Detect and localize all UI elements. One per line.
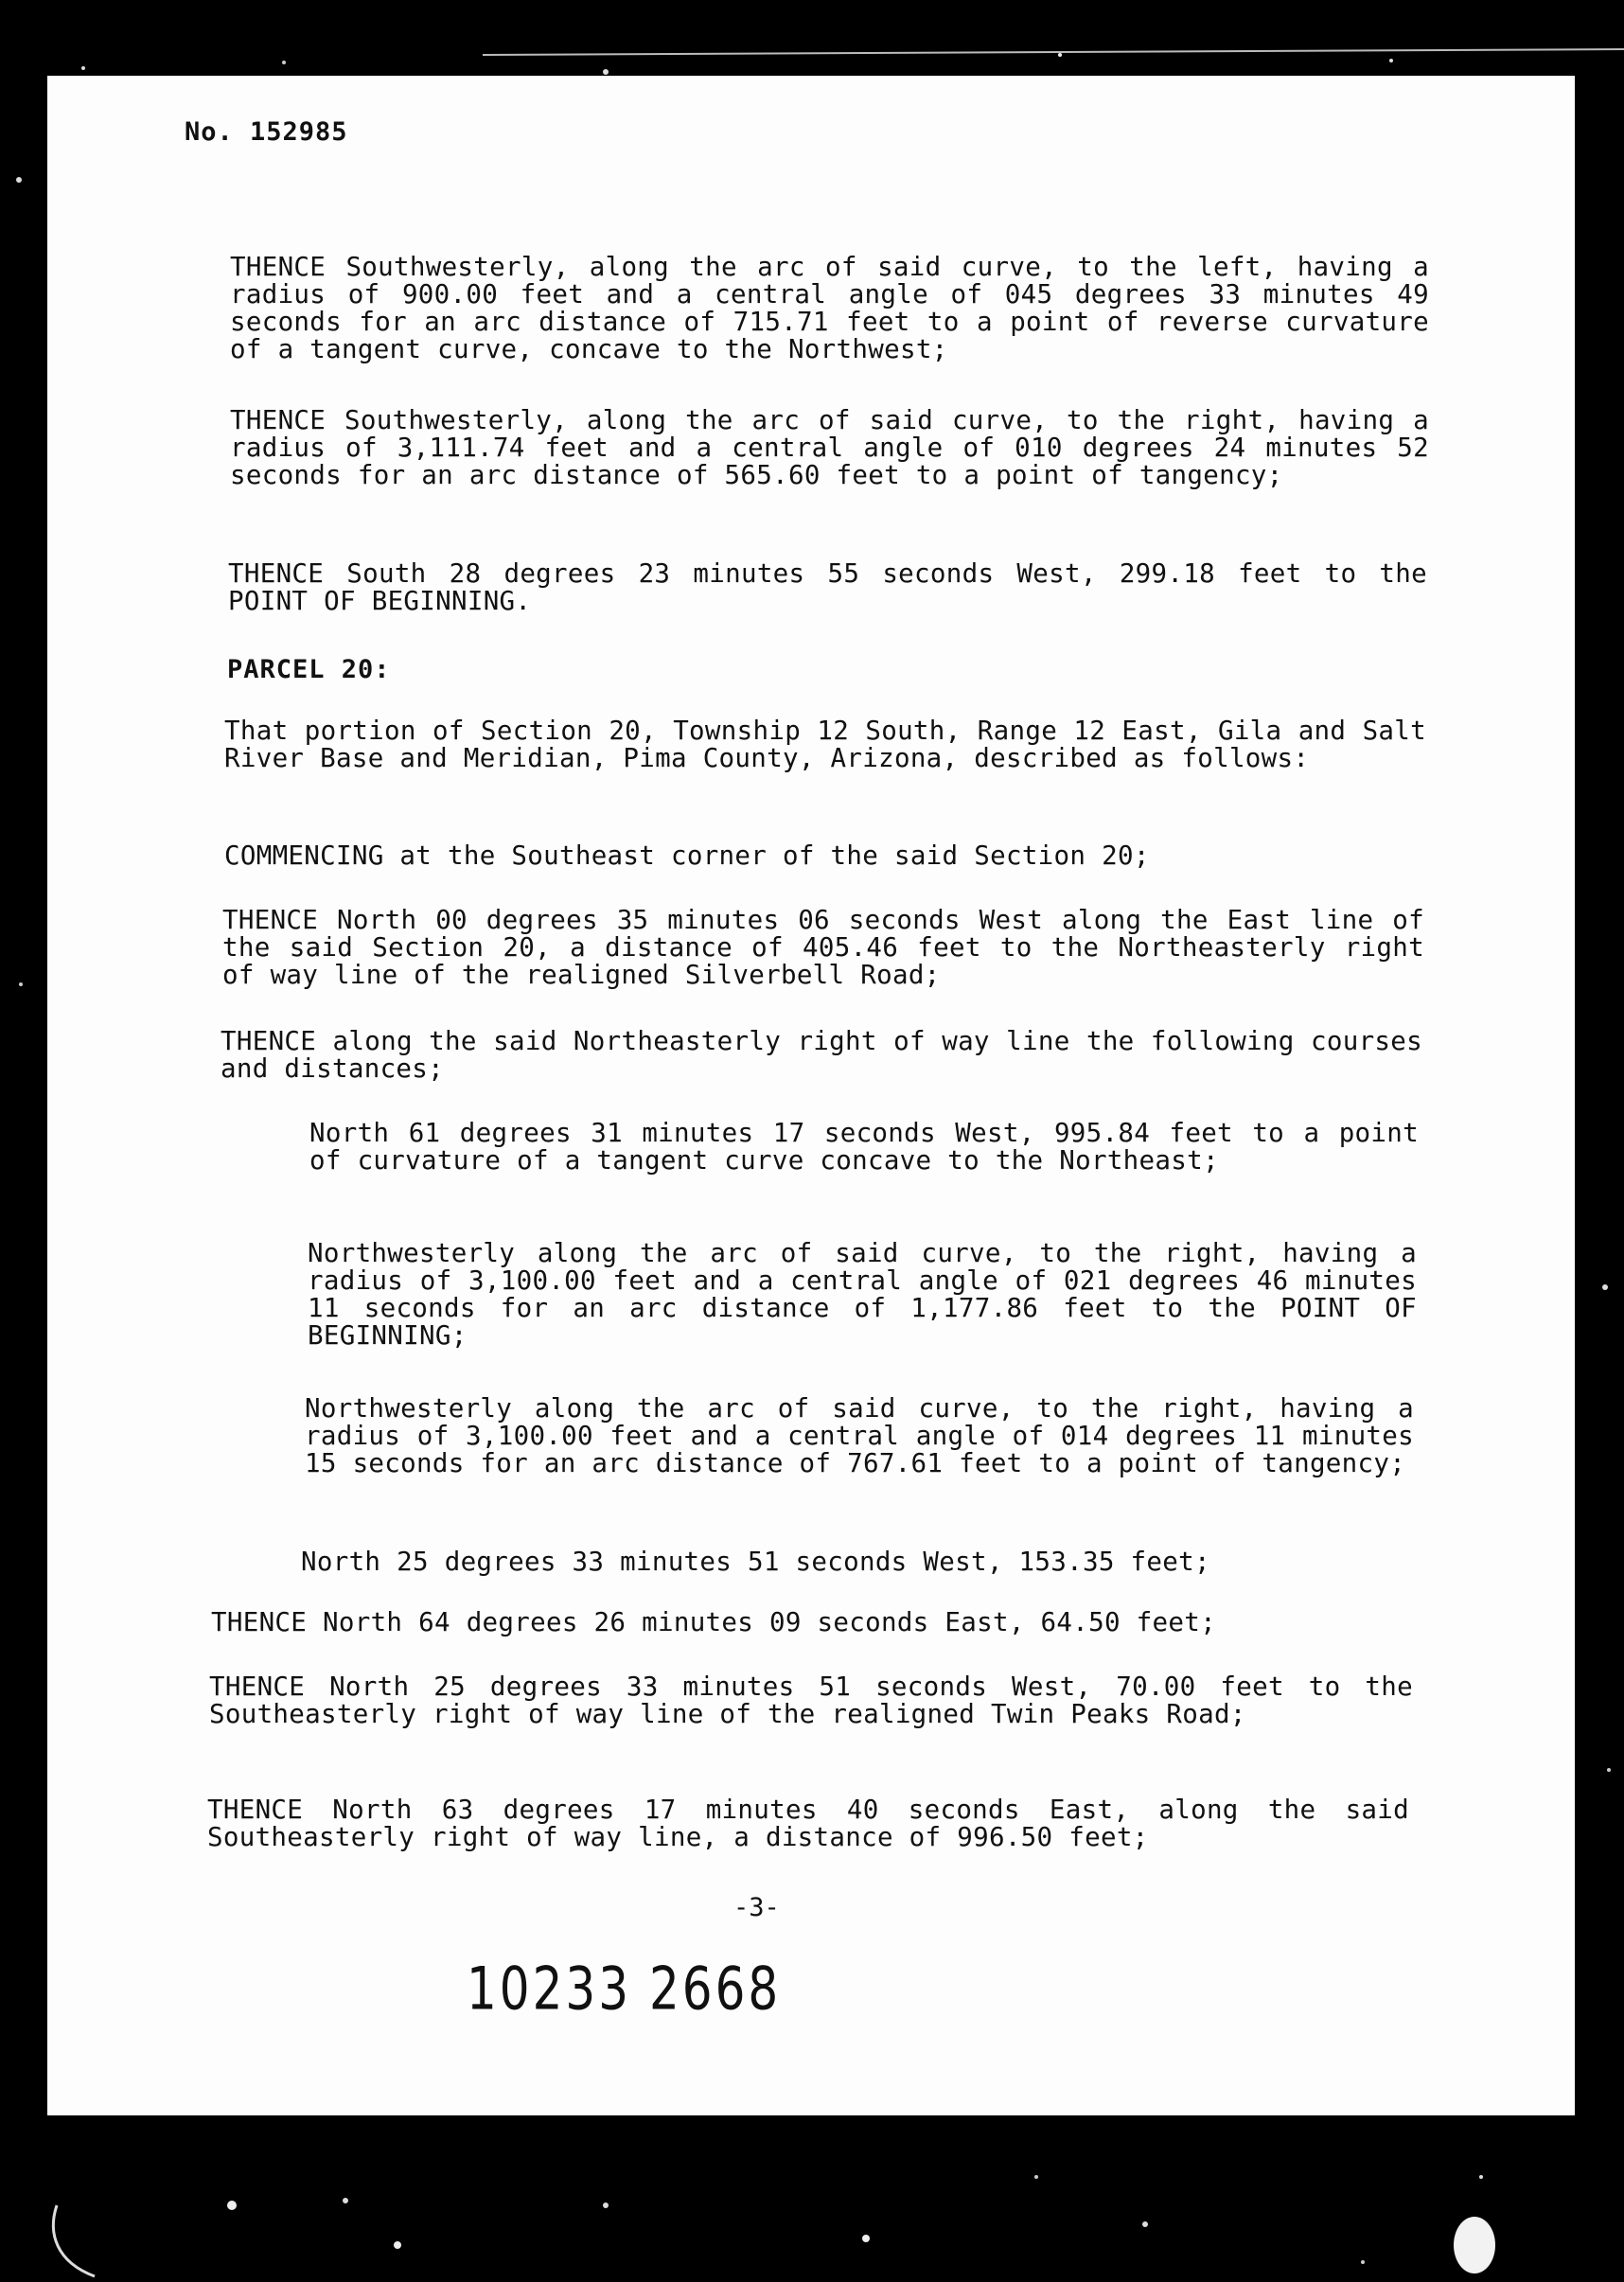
paragraph-2: THENCE Southwesterly, along the arc of said curve, to the right, having a radius of 3,111.74 feet and a central angle of 010 degrees 24 minutes 52 seconds for an arc distance of 565.60 feet to a point of tangency; bbox=[230, 405, 1429, 490]
paragraph-1: THENCE Southwesterly, along the arc of said curve, to the left, having a radius of 900.00 feet and a central angle of 045 degrees 33 minutes 49 seconds for an arc distance of 715.71 feet to a point of reverse curvature of a tangent curve, concave to the Northwest; bbox=[230, 252, 1429, 364]
document-number: No. 152985 bbox=[185, 117, 348, 147]
parcel-paragraph-2: COMMENCING at the Southeast corner of the said Section 20; bbox=[224, 840, 1150, 871]
course-3: Northwesterly along the arc of said curve, to the right, having a radius of 3,100.00 feet and a central angle of 014 degrees 11 minutes 15 seconds for an arc distance of 767.61 feet to a point of tangency; bbox=[305, 1393, 1414, 1478]
closing-paragraph-2: THENCE North 25 degrees 33 minutes 51 seconds West, 70.00 feet to the Southeasterly right of way line of the realigned Twin Peaks Road; bbox=[209, 1672, 1413, 1729]
closing-paragraph-1: THENCE North 64 degrees 26 minutes 09 seconds East, 64.50 feet; bbox=[211, 1607, 1216, 1637]
book-page-stamp: 10233 2668 bbox=[467, 1955, 782, 2024]
course-2: Northwesterly along the arc of said curve, to the right, having a radius of 3,100.00 feet and a central angle of 021 degrees 46 minutes 11 seconds for an arc distance of 1,177.86 feet to the POINT OF BEGINNING; bbox=[308, 1238, 1417, 1351]
parcel-paragraph-4: THENCE along the said Northeasterly right of way line the following courses and distances; bbox=[221, 1026, 1422, 1084]
course-4: North 25 degrees 33 minutes 51 seconds West, 153.35 feet; bbox=[301, 1547, 1210, 1577]
paragraph-3: THENCE South 28 degrees 23 minutes 55 seconds West, 299.18 feet to the POINT OF BEGINNING. bbox=[228, 558, 1427, 616]
parcel-paragraph-3: THENCE North 00 degrees 35 minutes 06 seconds West along the East line of the said Section 20, a distance of 405.46 feet to the Northeasterly right of way line of the realigned Silverbell Road; bbox=[222, 905, 1424, 990]
parcel-heading: PARCEL 20: bbox=[227, 655, 391, 684]
parcel-paragraph-1: That portion of Section 20, Township 12 South, Range 12 East, Gila and Salt River Base and Meridian, Pima County, Arizona, described as follows: bbox=[224, 716, 1426, 773]
course-1: North 61 degrees 31 minutes 17 seconds West, 995.84 feet to a point of curvature of a tangent curve concave to the Northeast; bbox=[309, 1118, 1419, 1176]
page-number: -3- bbox=[733, 1893, 780, 1922]
closing-paragraph-3: THENCE North 63 degrees 17 minutes 40 seconds East, along the said Southeasterly right of way line, a distance of 996.50 feet; bbox=[207, 1795, 1409, 1852]
